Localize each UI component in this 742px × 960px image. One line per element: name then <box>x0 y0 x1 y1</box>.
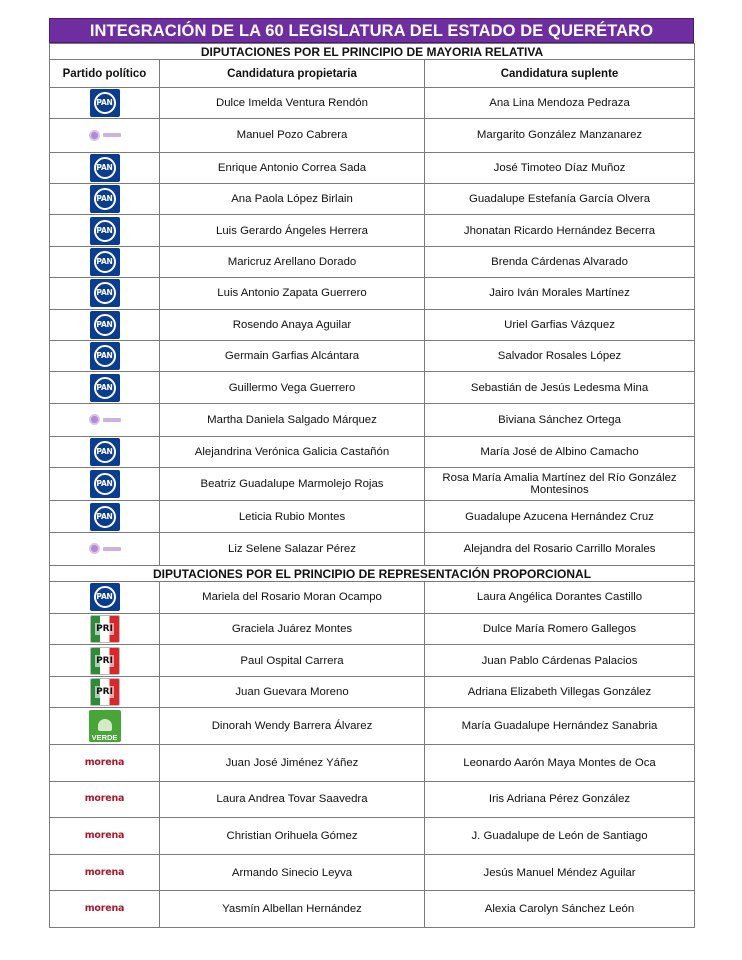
header-owner: Candidatura propietaria <box>160 60 425 88</box>
party-cell <box>50 645 160 677</box>
owner-candidate: Armando Sinecio Leyva <box>160 854 425 891</box>
party-cell <box>50 372 160 403</box>
substitute-candidate: Jairo Iván Morales Martínez <box>425 278 695 309</box>
table-row <box>50 854 695 891</box>
pri-logo-icon: PRI <box>90 647 120 675</box>
substitute-candidate: Adriana Elizabeth Villegas González <box>425 676 695 708</box>
party-cell <box>50 309 160 340</box>
table-row <box>50 582 695 614</box>
pan-logo-icon: PAN <box>90 311 120 339</box>
party-cell <box>50 781 160 818</box>
owner-candidate: Manuel Pozo Cabrera <box>160 119 425 152</box>
table-row <box>50 278 695 309</box>
table-row <box>50 468 695 501</box>
table-row <box>50 781 695 818</box>
substitute-candidate: Guadalupe Estefanía García Olvera <box>425 183 695 214</box>
candidates-table-body <box>50 44 695 928</box>
substitute-candidate: Margarito González Manzanarez <box>425 119 695 152</box>
owner-candidate: Paul Ospital Carrera <box>160 645 425 677</box>
party-cell <box>50 501 160 532</box>
party-cell <box>50 436 160 467</box>
table-row <box>50 818 695 855</box>
owner-candidate: Beatriz Guadalupe Marmolejo Rojas <box>160 468 425 501</box>
morena-logo-icon: morena <box>84 793 125 805</box>
queretaro-seguro-logo-icon <box>89 414 121 425</box>
table-row <box>50 340 695 371</box>
owner-candidate: Rosendo Anaya Aguilar <box>160 309 425 340</box>
table-row <box>50 745 695 782</box>
substitute-candidate: Uriel Garfias Vázquez <box>425 309 695 340</box>
morena-logo-icon: morena <box>84 756 125 768</box>
queretaro-seguro-logo-icon <box>89 543 121 554</box>
substitute-candidate: J. Guadalupe de León de Santiago <box>425 818 695 855</box>
party-cell <box>50 468 160 501</box>
owner-candidate: Alejandrina Verónica Galicia Castañón <box>160 436 425 467</box>
substitute-candidate: María José de Albino Camacho <box>425 436 695 467</box>
party-cell <box>50 582 160 614</box>
table-row <box>50 613 695 645</box>
substitute-candidate: Jhonatan Ricardo Hernández Becerra <box>425 215 695 246</box>
table-row <box>50 708 695 745</box>
header-substitute: Candidatura suplente <box>425 60 695 88</box>
party-cell <box>50 676 160 708</box>
substitute-candidate: Salvador Rosales López <box>425 340 695 371</box>
pan-logo-icon: PAN <box>90 217 120 245</box>
table-row <box>50 215 695 246</box>
substitute-candidate: Laura Angélica Dorantes Castillo <box>425 582 695 614</box>
owner-candidate: Dulce Imelda Ventura Rendón <box>160 88 425 119</box>
table-row <box>50 372 695 403</box>
owner-candidate: Luis Gerardo Ángeles Herrera <box>160 215 425 246</box>
legislature-sheet <box>49 18 694 928</box>
pan-logo-icon: PAN <box>90 438 120 466</box>
table-row <box>50 119 695 152</box>
section-header-rp <box>50 566 695 582</box>
owner-candidate: Yasmín Albellan Hernández <box>160 891 425 928</box>
owner-candidate: Christian Orihuela Gómez <box>160 818 425 855</box>
page-title: INTEGRACIÓN DE LA 60 LEGISLATURA DEL ESTADO DE QUERÉTARO <box>49 18 694 43</box>
section-title-mr: DIPUTACIONES POR EL PRINCIPIO DE MAYORIA RELATIVA <box>50 44 695 60</box>
pri-logo-icon: PRI <box>90 678 120 706</box>
owner-candidate: Juan José Jiménez Yáñez <box>160 745 425 782</box>
table-row <box>50 152 695 183</box>
party-cell <box>50 854 160 891</box>
party-cell <box>50 246 160 277</box>
party-cell <box>50 745 160 782</box>
owner-candidate: Graciela Juárez Montes <box>160 613 425 645</box>
owner-candidate: Enrique Antonio Correa Sada <box>160 152 425 183</box>
owner-candidate: Germain Garfias Alcántara <box>160 340 425 371</box>
table-row <box>50 645 695 677</box>
owner-candidate: Liz Selene Salazar Pérez <box>160 532 425 565</box>
substitute-candidate: Ana Lina Mendoza Pedraza <box>425 88 695 119</box>
pan-logo-icon: PAN <box>90 279 120 307</box>
column-headers <box>50 60 695 88</box>
party-cell <box>50 818 160 855</box>
morena-logo-icon: morena <box>84 866 125 878</box>
substitute-candidate: Alexia Carolyn Sánchez León <box>425 891 695 928</box>
owner-candidate: Ana Paola López Birlain <box>160 183 425 214</box>
candidates-table <box>49 43 695 928</box>
morena-logo-icon: morena <box>84 903 125 915</box>
party-cell <box>50 891 160 928</box>
owner-candidate: Juan Guevara Moreno <box>160 676 425 708</box>
table-row <box>50 88 695 119</box>
table-row <box>50 891 695 928</box>
pan-logo-icon: PAN <box>90 342 120 370</box>
pan-logo-icon: PAN <box>90 470 120 498</box>
pri-logo-icon: PRI <box>90 615 120 643</box>
party-cell <box>50 183 160 214</box>
substitute-candidate: Alejandra del Rosario Carrillo Morales <box>425 532 695 565</box>
substitute-candidate: Guadalupe Azucena Hernández Cruz <box>425 501 695 532</box>
party-cell <box>50 152 160 183</box>
table-row <box>50 309 695 340</box>
table-row <box>50 532 695 565</box>
party-cell <box>50 708 160 745</box>
substitute-candidate: María Guadalupe Hernández Sanabria <box>425 708 695 745</box>
party-cell <box>50 278 160 309</box>
table-row <box>50 246 695 277</box>
owner-candidate: Laura Andrea Tovar Saavedra <box>160 781 425 818</box>
table-row <box>50 403 695 436</box>
owner-candidate: Guillermo Vega Guerrero <box>160 372 425 403</box>
pan-logo-icon: PAN <box>90 503 120 531</box>
substitute-candidate: Sebastián de Jesús Ledesma Mina <box>425 372 695 403</box>
table-row <box>50 183 695 214</box>
substitute-candidate: Leonardo Aarón Maya Montes de Oca <box>425 745 695 782</box>
party-cell <box>50 88 160 119</box>
pan-logo-icon: PAN <box>90 89 120 117</box>
owner-candidate: Dinorah Wendy Barrera Álvarez <box>160 708 425 745</box>
substitute-candidate: Jesús Manuel Méndez Aguilar <box>425 854 695 891</box>
substitute-candidate: Iris Adriana Pérez González <box>425 781 695 818</box>
pan-logo-icon: PAN <box>90 154 120 182</box>
substitute-candidate: José Timoteo Díaz Muñoz <box>425 152 695 183</box>
party-cell <box>50 119 160 152</box>
table-row <box>50 436 695 467</box>
table-row <box>50 676 695 708</box>
owner-candidate: Luis Antonio Zapata Guerrero <box>160 278 425 309</box>
morena-logo-icon: morena <box>84 829 125 841</box>
substitute-candidate: Juan Pablo Cárdenas Palacios <box>425 645 695 677</box>
substitute-candidate: Rosa María Amalia Martínez del Río González Montesinos <box>425 468 695 501</box>
substitute-candidate: Biviana Sánchez Ortega <box>425 403 695 436</box>
header-party: Partido político <box>50 60 160 88</box>
pan-logo-icon: PAN <box>90 185 120 213</box>
party-cell <box>50 613 160 645</box>
table-row <box>50 501 695 532</box>
owner-candidate: Martha Daniela Salgado Márquez <box>160 403 425 436</box>
party-cell <box>50 215 160 246</box>
owner-candidate: Mariela del Rosario Moran Ocampo <box>160 582 425 614</box>
verde-logo-icon: VERDE <box>89 710 121 742</box>
substitute-candidate: Dulce María Romero Gallegos <box>425 613 695 645</box>
pan-logo-icon: PAN <box>90 248 120 276</box>
pan-logo-icon: PAN <box>90 374 120 402</box>
substitute-candidate: Brenda Cárdenas Alvarado <box>425 246 695 277</box>
party-cell <box>50 532 160 565</box>
party-cell <box>50 340 160 371</box>
party-cell <box>50 403 160 436</box>
section-title-rp: DIPUTACIONES POR EL PRINCIPIO DE REPRESENTACIÓN PROPORCIONAL <box>50 566 695 582</box>
owner-candidate: Maricruz Arellano Dorado <box>160 246 425 277</box>
owner-candidate: Leticia Rubio Montes <box>160 501 425 532</box>
pan-logo-icon: PAN <box>90 583 120 611</box>
queretaro-seguro-logo-icon <box>89 130 121 141</box>
section-header-mr <box>50 44 695 60</box>
